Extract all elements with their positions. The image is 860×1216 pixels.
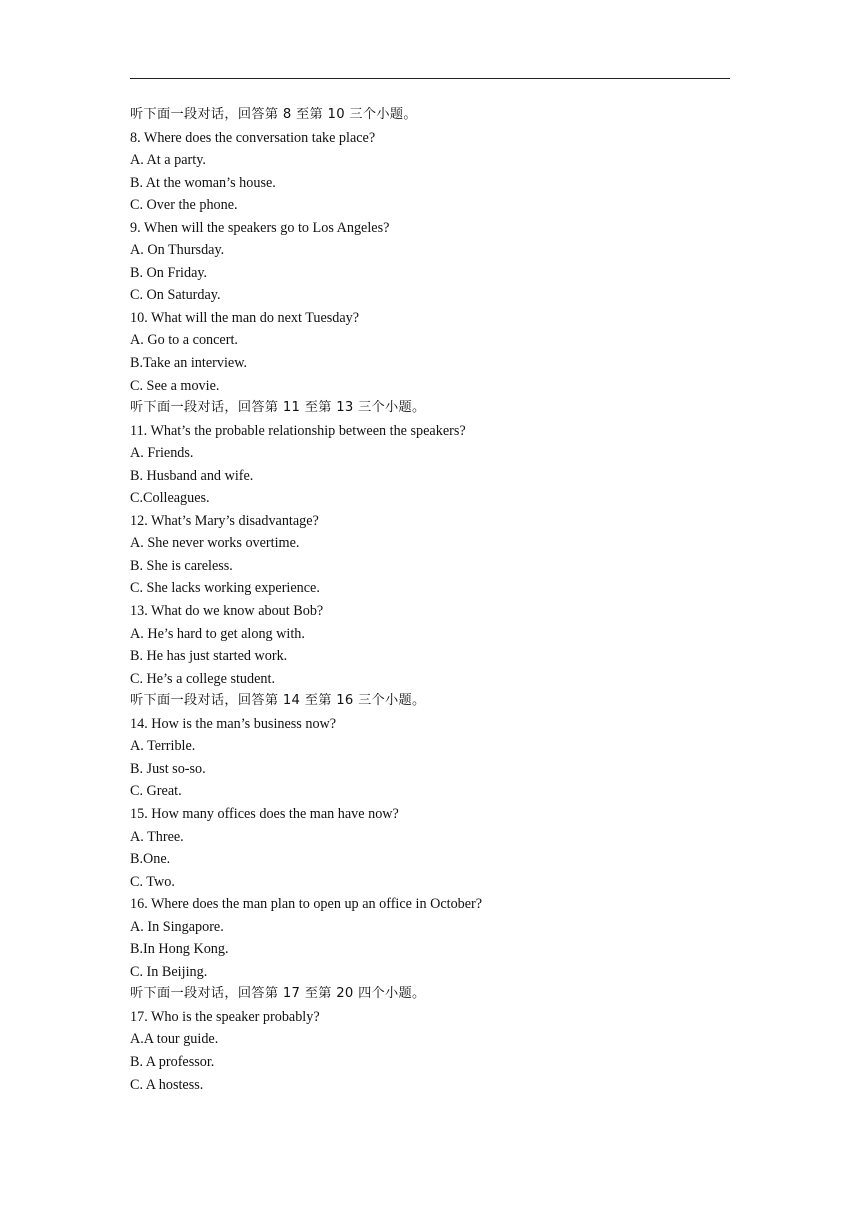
question-text: 17. Who is the speaker probably?	[130, 1008, 320, 1025]
question-text: 16. Where does the man plan to open up an office in October?	[130, 896, 483, 913]
answer-option: B. A professor.	[130, 1053, 215, 1070]
question-text: 14. How is the man’s business now?	[130, 715, 337, 732]
question-text: 10. What will the man do next Tuesday?	[130, 309, 360, 326]
question-text: 13. What do we know about Bob?	[130, 603, 324, 620]
answer-option: A. She never works overtime.	[130, 535, 300, 552]
header-rule	[130, 78, 730, 79]
answer-option: B. He has just started work.	[130, 648, 288, 665]
section-instruction: 听下面一段对话，回答第 14 至第 16 三个小题。	[130, 693, 426, 709]
answer-option: C. Great.	[130, 783, 182, 800]
answer-option: A. He’s hard to get along with.	[130, 625, 305, 642]
answer-option: C. See a movie.	[130, 377, 220, 394]
section-instruction: 听下面一段对话，回答第 8 至第 10 三个小题。	[130, 107, 417, 122]
question-text: 15. How many offices does the man have now?	[130, 805, 399, 822]
answer-option: A. Terrible.	[130, 738, 196, 755]
section-instruction: 听下面一段对话，回答第 11 至第 13 三个小题。	[130, 400, 426, 416]
answer-option: A. Three.	[130, 828, 184, 845]
answer-option: A. At a party.	[130, 152, 206, 169]
answer-option: C. Over the phone.	[130, 197, 238, 214]
section-instruction: 听下面一段对话，回答第 17 至第 20 四个小题。	[130, 986, 426, 1002]
answer-option: C. He’s a college student.	[130, 670, 275, 687]
answer-option: A. In Singapore.	[130, 918, 224, 935]
answer-option: B. Just so-so.	[130, 760, 206, 777]
answer-option: C. On Saturday.	[130, 287, 221, 304]
answer-option: B. At the woman’s house.	[130, 174, 276, 191]
document-body	[130, 104, 730, 1096]
question-text: 8. Where does the conversation take place?	[130, 129, 376, 146]
answer-option: C. In Beijing.	[130, 963, 208, 980]
answer-option: B.Take an interview.	[130, 355, 248, 372]
answer-option: A. On Thursday.	[130, 242, 225, 259]
answer-option: B.One.	[130, 851, 171, 868]
question-text: 12. What’s Mary’s disadvantage?	[130, 512, 319, 529]
question-text: 11. What’s the probable relationship between the speakers?	[130, 422, 466, 439]
answer-option: C. A hostess.	[130, 1076, 204, 1093]
answer-option: C. Two.	[130, 873, 175, 890]
answer-option: B. Husband and wife.	[130, 467, 254, 484]
answer-option: A.A tour guide.	[130, 1031, 219, 1048]
answer-option: C.Colleagues.	[130, 490, 210, 507]
answer-option: C. She lacks working experience.	[130, 580, 320, 597]
answer-option: B. On Friday.	[130, 264, 208, 281]
answer-option: A. Friends.	[130, 445, 194, 462]
answer-option: B. She is careless.	[130, 557, 233, 574]
question-text: 9. When will the speakers go to Los Angeles?	[130, 219, 390, 236]
answer-option: B.In Hong Kong.	[130, 941, 229, 958]
answer-option: A. Go to a concert.	[130, 332, 238, 349]
